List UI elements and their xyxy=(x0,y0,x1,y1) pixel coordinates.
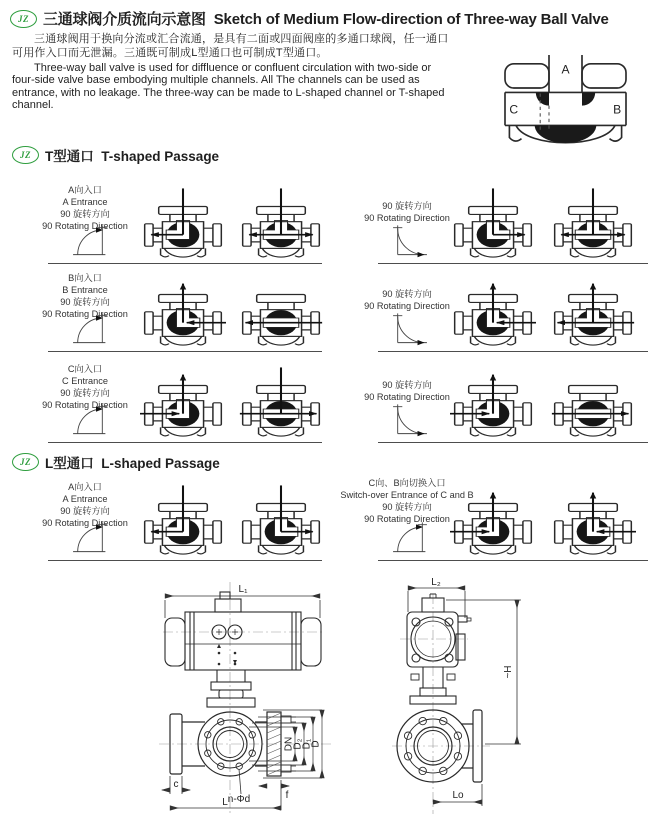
label-line: C向入口 xyxy=(67,364,103,374)
label-line: 90 旋转方向 xyxy=(382,201,432,211)
label-line: A Entrance xyxy=(62,493,108,504)
label-line: 90 Rotating Direction xyxy=(364,300,450,311)
rotation-arc xyxy=(390,401,430,437)
heading-t-cn: T型通口 xyxy=(45,149,94,164)
label-line: 90 旋转方向 xyxy=(60,208,110,219)
valve-cross-section-diagram xyxy=(483,55,648,165)
ground-line xyxy=(378,560,648,561)
side-view-drawing xyxy=(390,578,535,818)
port-label-a: A xyxy=(561,62,570,77)
page-title xyxy=(43,8,609,29)
valve-state-1 xyxy=(140,366,226,444)
label-line: 90 Rotating Direction xyxy=(42,308,128,319)
dim-c: c xyxy=(173,779,179,790)
section-heading-t xyxy=(12,145,219,165)
label-line: B向入口 xyxy=(68,273,102,283)
rotation-arc xyxy=(70,310,110,346)
page-title-en: Sketch of Medium Flow-direction of Three-way Ball Valve xyxy=(213,11,609,28)
dim-f: f xyxy=(285,790,289,801)
label-line: 90 Rotating Direction xyxy=(364,212,450,223)
rotation-arc xyxy=(70,519,110,555)
valve-flow-diagram xyxy=(140,275,226,353)
valve-state-1 xyxy=(450,366,536,444)
dim-dn: DN xyxy=(283,736,295,752)
valve-state-1 xyxy=(140,187,226,265)
valve-flow-diagram xyxy=(450,187,536,265)
label-line: 90 旋转方向 xyxy=(60,296,110,307)
rotation-arc-icon xyxy=(390,310,430,346)
valve-state-2 xyxy=(238,275,324,353)
heading-t-en: T-shaped Passage xyxy=(101,149,220,164)
valve-flow-diagram xyxy=(450,275,536,353)
valve-state-2 xyxy=(238,484,324,562)
rotation-arc xyxy=(70,401,110,437)
valve-flow-diagram xyxy=(140,484,226,562)
label-line: Switch-over Entrance of C and B xyxy=(340,489,474,500)
rotation-arc-icon xyxy=(70,401,110,437)
dim-d2: D₂ xyxy=(292,738,304,750)
valve-state-1 xyxy=(450,275,536,353)
ground-line xyxy=(378,442,648,443)
dim-d1: D₁ xyxy=(301,738,313,750)
label-line: 90 旋转方向 xyxy=(382,289,432,299)
valve-flow-diagram xyxy=(238,484,324,562)
valve-state-1 xyxy=(140,484,226,562)
intro-paragraph-en: Three-way ball valve is used for diffluence or confluent circulation with two-side or four-side valve base embodying multiple channels. All The channels can be used as entrance, with no leakage. The three-way can be made to L-shaped channel or T-shaped channel. xyxy=(12,62,445,111)
label-line: 90 旋转方向 xyxy=(60,387,110,398)
valve-state-2 xyxy=(238,187,324,265)
section-heading-t-label xyxy=(45,145,219,165)
valve-flow-diagram xyxy=(238,275,324,353)
ground-line xyxy=(48,351,322,352)
ground-line xyxy=(378,263,648,264)
valve-flow-diagram xyxy=(140,187,226,265)
valve-state-1 xyxy=(450,484,536,562)
label-line: C Entrance xyxy=(62,375,108,386)
label-line: 90 旋转方向 xyxy=(382,501,432,512)
dim-l: L xyxy=(222,797,228,808)
valve-state-1 xyxy=(450,187,536,265)
label-line: A向入口 xyxy=(68,482,102,492)
valve-state-2 xyxy=(550,484,636,562)
port-label-c: C xyxy=(509,102,519,117)
valve-flow-diagram xyxy=(550,484,636,562)
dim-h: ~H xyxy=(503,665,514,679)
brand-logo-icon: JZ xyxy=(10,10,37,28)
rotation-arc xyxy=(390,310,430,346)
port-label-b: B xyxy=(613,102,622,117)
heading-l-cn: L型通口 xyxy=(45,456,94,471)
valve-flow-diagram xyxy=(140,366,226,444)
page-title-cn: 三通球阀介质流向示意图 xyxy=(43,11,206,28)
rotation-arc-icon xyxy=(390,222,430,258)
ground-line xyxy=(378,351,648,352)
dim-l1: L₁ xyxy=(238,584,248,595)
valve-flow-diagram xyxy=(550,275,636,353)
dim-n-phi-d: n-Φd xyxy=(227,794,251,805)
valve-flow-diagram xyxy=(550,187,636,265)
valve-state-1 xyxy=(140,275,226,353)
valve-flow-diagram xyxy=(450,366,536,444)
label-line: C向、B向切换入口 xyxy=(368,478,446,488)
rotation-arc xyxy=(390,222,430,258)
label-line: 90 Rotating Direction xyxy=(364,391,450,402)
valve-state-2 xyxy=(550,366,636,444)
valve-state-2 xyxy=(238,366,324,444)
label-line: 90 旋转方向 xyxy=(60,505,110,516)
front-view-drawing xyxy=(155,578,335,818)
dim-d: D xyxy=(310,740,322,748)
rotation-arc-icon xyxy=(390,519,430,555)
dim-l2: L₂ xyxy=(431,578,441,588)
dim-lo: Lo xyxy=(452,790,464,801)
label-line: 90 Rotating Direction xyxy=(42,220,128,231)
rotation-arc-icon xyxy=(70,310,110,346)
valve-flow-diagram xyxy=(550,366,636,444)
label-line: A向入口 xyxy=(68,185,102,195)
rotation-arc xyxy=(390,519,430,555)
ground-line xyxy=(48,442,322,443)
brand-logo-icon: JZ xyxy=(12,146,39,164)
ground-line xyxy=(48,560,322,561)
ball-wedge-right xyxy=(582,92,595,105)
label-line: B Entrance xyxy=(62,284,108,295)
rotation-arc xyxy=(70,222,110,258)
label-line: A Entrance xyxy=(62,196,108,207)
label-line: 90 Rotating Direction xyxy=(364,513,450,524)
brand-logo-icon: JZ xyxy=(12,453,39,471)
valve-flow-diagram xyxy=(238,187,324,265)
valve-state-2 xyxy=(550,275,636,353)
section-heading-l xyxy=(12,452,220,472)
label-line: 90 Rotating Direction xyxy=(42,517,128,528)
intro-paragraph-cn: 三通球阀用于换向分流或汇合流通，是具有二面或四面阀座的多通口球阀，任一通口可用作入口而无泄漏。三通既可制成L型通口也可制成T型通口。 xyxy=(12,33,449,59)
heading-l-en: L-shaped Passage xyxy=(101,456,220,471)
rotation-arc-icon xyxy=(70,222,110,258)
ground-line xyxy=(48,263,322,264)
page-header xyxy=(10,8,609,29)
label-line: 90 Rotating Direction xyxy=(42,399,128,410)
ball-wedge-left xyxy=(536,92,549,105)
valve-flow-diagram xyxy=(238,366,324,444)
rotation-arc-icon xyxy=(390,401,430,437)
valve-flow-diagram xyxy=(450,484,536,562)
label-line: 90 旋转方向 xyxy=(382,380,432,390)
rotation-arc-icon xyxy=(70,519,110,555)
valve-state-2 xyxy=(550,187,636,265)
section-heading-l-label xyxy=(45,452,220,472)
